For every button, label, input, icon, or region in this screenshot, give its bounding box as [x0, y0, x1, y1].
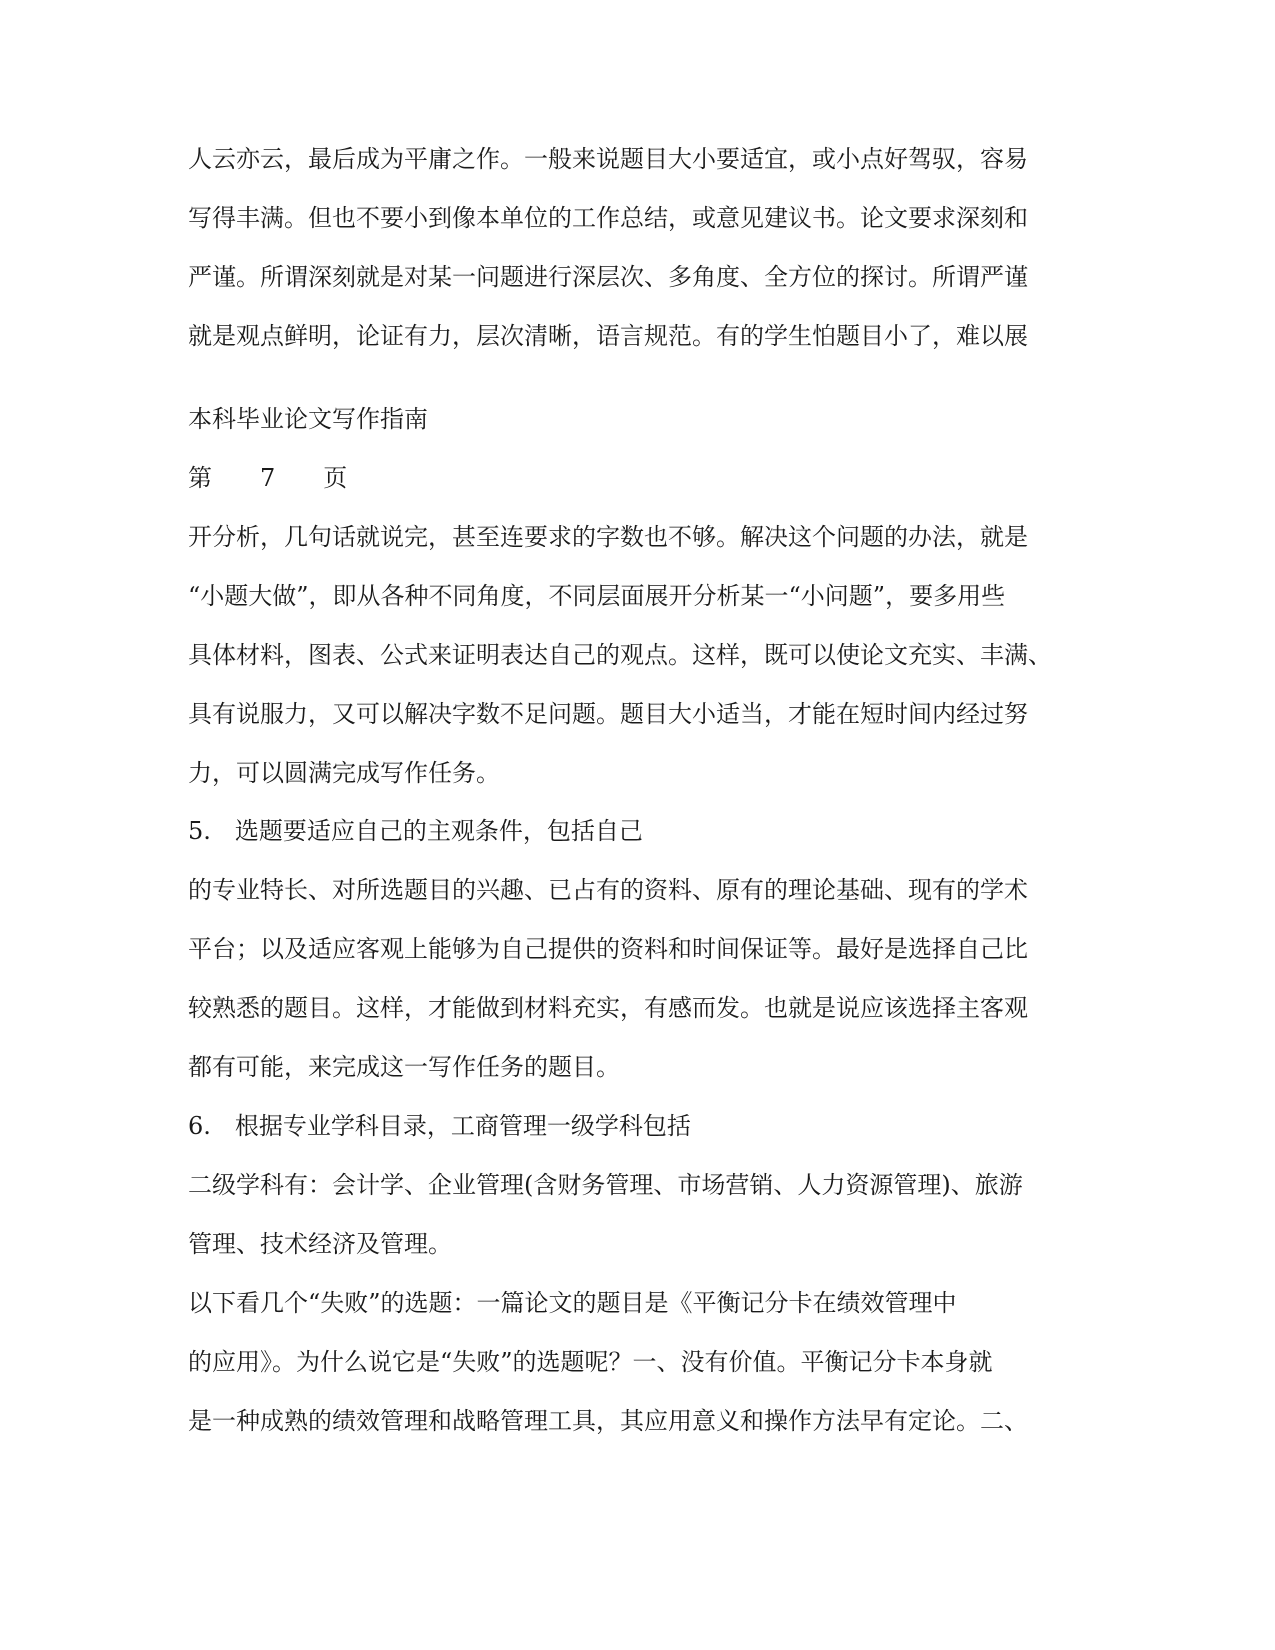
section-heading: 5. 选题要适应自己的主观条件，包括自己: [188, 817, 643, 845]
section-heading: 6. 根据专业学科目录，工商管理一级学科包括: [188, 1112, 691, 1140]
body-text-line: 就是观点鲜明，论证有力，层次清晰，语言规范。有的学生怕题目小了，难以展: [188, 322, 1028, 350]
body-text-line: 严谨。所谓深刻就是对某一问题进行深层次、多角度、全方位的探讨。所谓严谨: [188, 263, 1028, 291]
body-text-line: 的专业特长、对所选题目的兴趣、已占有的资料、原有的理论基础、现有的学术: [188, 876, 1028, 904]
body-text-line: 是一种成熟的绩效管理和战略管理工具，其应用意义和操作方法早有定论。二、: [188, 1407, 1028, 1435]
body-text-line: 的应用》。为什么说它是“失败”的选题呢？一、没有价值。平衡记分卡本身就: [188, 1348, 993, 1376]
body-text-line: 管理、技术经济及管理。: [188, 1230, 452, 1258]
body-text-line: 较熟悉的题目。这样，才能做到材料充实，有感而发。也就是说应该选择主客观: [188, 994, 1028, 1022]
page-header-title: 本科毕业论文写作指南: [188, 405, 428, 433]
body-text-line: “小题大做”，即从各种不同角度，不同层面展开分析某一“小问题”，要多用些: [188, 582, 1006, 610]
body-text-line: 平台；以及适应客观上能够为自己提供的资料和时间保证等。最好是选择自己比: [188, 935, 1028, 963]
body-text-line: 二级学科有：会计学、企业管理(含财务管理、市场营销、人力资源管理)、旅游: [188, 1171, 1023, 1199]
body-text-line: 写得丰满。但也不要小到像本单位的工作总结，或意见建议书。论文要求深刻和: [188, 204, 1028, 232]
body-text-line: 人云亦云，最后成为平庸之作。一般来说题目大小要适宜，或小点好驾驭，容易: [188, 145, 1028, 173]
body-text-line: 以下看几个“失败”的选题：一篇论文的题目是《平衡记分卡在绩效管理中: [188, 1289, 957, 1317]
body-text-line: 都有可能，来完成这一写作任务的题目。: [188, 1053, 620, 1081]
body-text-line: 开分析，几句话就说完，甚至连要求的字数也不够。解决这个问题的办法，就是: [188, 523, 1028, 551]
page-number: 第 7 页: [188, 464, 348, 492]
body-text-line: 具有说服力，又可以解决字数不足问题。题目大小适当，才能在短时间内经过努: [188, 700, 1028, 728]
body-text-line: 力，可以圆满完成写作任务。: [188, 759, 500, 787]
body-text-line: 具体材料，图表、公式来证明表达自己的观点。这样，既可以使论文充实、丰满、: [188, 641, 1052, 669]
